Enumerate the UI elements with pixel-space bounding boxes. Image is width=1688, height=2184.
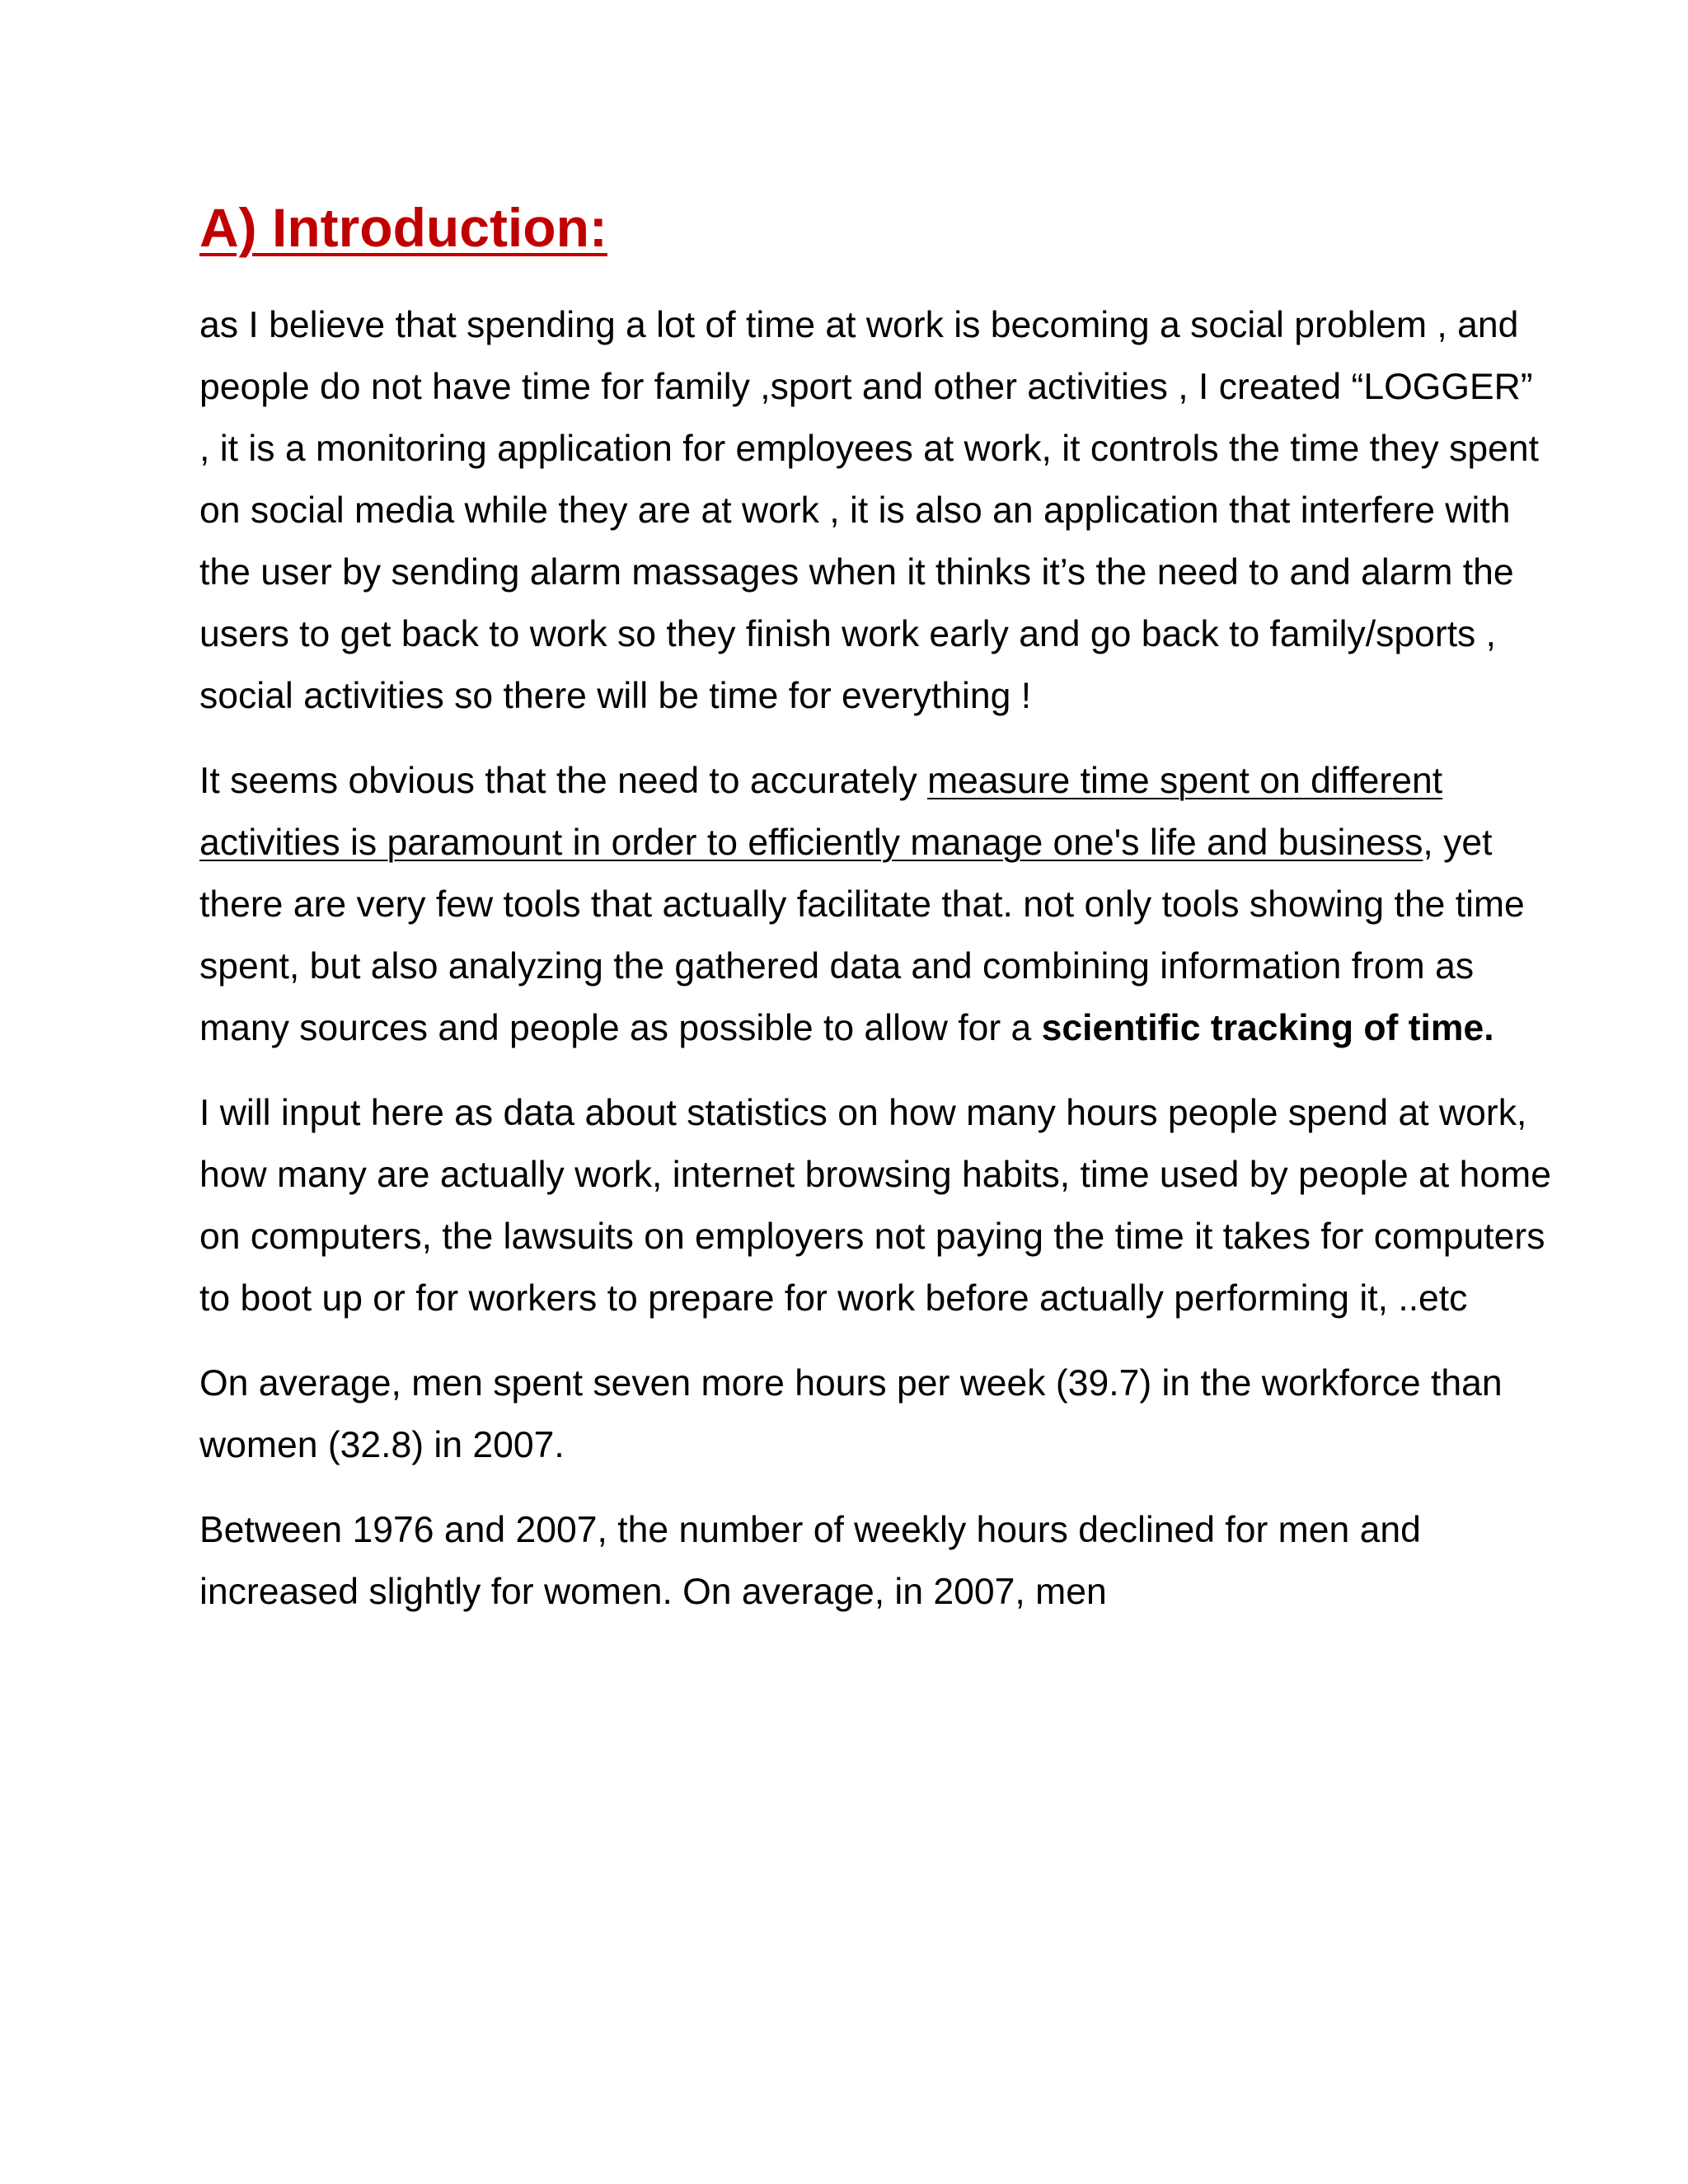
paragraph-average-hours-text: On average, men spent seven more hours per week (39.7) in the workforce than women (32.8) in 2007. bbox=[199, 1362, 1503, 1465]
paragraph-tools bbox=[199, 750, 1551, 1059]
paragraph-trend-text: Between 1976 and 2007, the number of weekly hours declined for men and increased slightly for women. On average, in 2007, men bbox=[199, 1509, 1421, 1612]
paragraph-tools-before: It seems obvious that the need to accurately bbox=[199, 760, 928, 801]
section-heading: A) Introduction: bbox=[199, 197, 607, 258]
paragraph-trend bbox=[199, 1499, 1551, 1623]
paragraph-intro bbox=[199, 294, 1551, 727]
paragraph-data-input-text: I will input here as data about statistics on how many hours people spend at work, how many are actually work, internet browsing habits, time used by people at home on computers, the lawsuits on employers not paying the time it takes for computers to boot up or for workers to prepare for work before actually performing it, ..etc bbox=[199, 1092, 1551, 1319]
paragraph-tools-bold: scientific tracking of time. bbox=[1041, 1007, 1494, 1048]
paragraph-data-input bbox=[199, 1082, 1551, 1329]
document-content bbox=[199, 198, 1551, 1646]
paragraph-average-hours bbox=[199, 1352, 1551, 1476]
paragraph-tools-middle: , yet there are very few tools that actually facilitate that. not only tools showing the time spent, but also analyzing the gathered data and combining information from as many sources and people as possible to allow for a bbox=[199, 822, 1525, 1048]
paragraph-intro-text: as I believe that spending a lot of time at work is becoming a social problem , and people do not have time for family ,sport and other activities , I created “LOGGER” , it is a monitoring application for employees at work, it controls the time they spent on social media while they are at work , it is also an application that interfere with the user by sending alarm massages when it thinks it’s the need to and alarm the users to get back to work so they finish work early and go back to family/sports , social activities so there will be time for everything ! bbox=[199, 304, 1540, 716]
paragraph-tools-underlined: measure time spent on different activities is paramount in order to efficiently manage one's life and business bbox=[199, 760, 1443, 863]
